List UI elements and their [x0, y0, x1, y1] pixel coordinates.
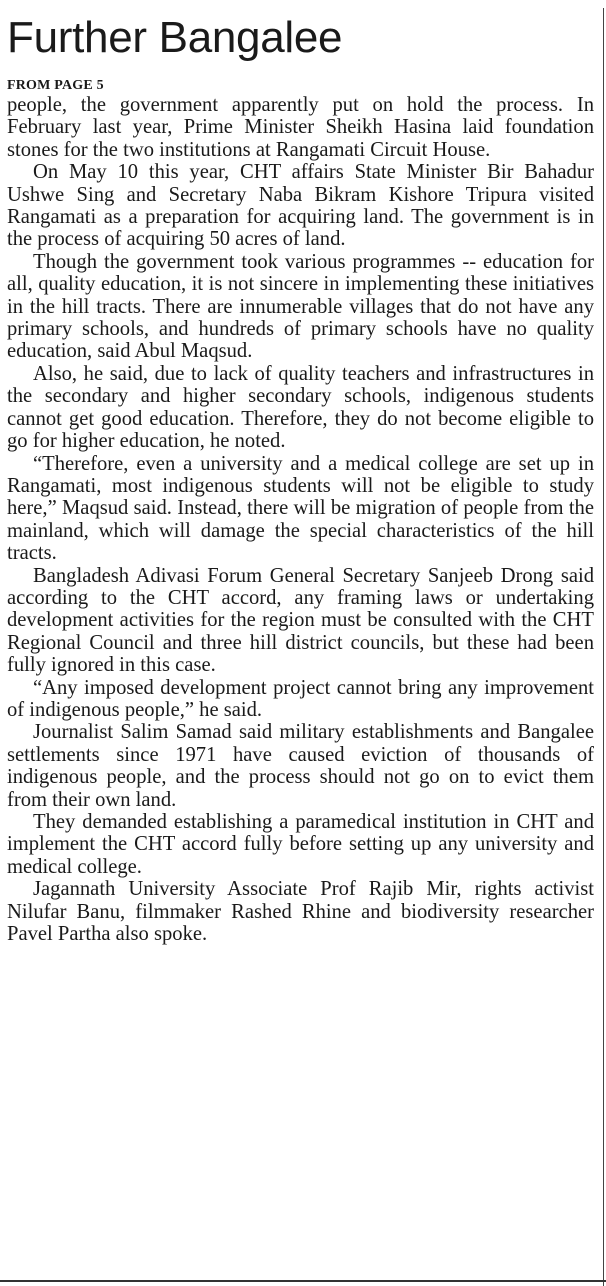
paragraph: On May 10 this year, CHT affairs State Minister Bir Bahadur Ushwe Sing and Secretary Naba Bikram Kishore Tripura visited Rangamati as a preparation for acquiring land. The government is in the process of acquiring 50 acres of land. — [7, 161, 594, 251]
column-rule — [603, 8, 604, 1286]
bottom-rule — [0, 1280, 606, 1282]
paragraph: “Therefore, even a university and a medical college are set up in Rangamati, most indigenous students will not be eligible to study here,” Maqsud said. Instead, there will be migration of people from the mainland, which will damage the special characteristics of the hill tracts. — [7, 452, 594, 565]
article-body — [7, 94, 594, 945]
paragraph: Also, he said, due to lack of quality teachers and infrastructures in the secondary and higher secondary schools, indigenous students cannot get good education. Therefore, they do not become eligible to go for higher education, he noted. — [7, 362, 594, 453]
paragraph: Though the government took various programmes -- education for all, quality education, it is not sincere in implementing these initiatives in the hill tracts. There are innumerable villages that do not have any primary schools, and hundreds of primary schools have no quality education, said Abul Maqsud. — [7, 250, 594, 363]
paragraph: Jagannath University Associate Prof Rajib Mir, rights activist Nilufar Banu, filmmaker Rashed Rhine and biodiversity researcher Pavel Partha also spoke. — [7, 878, 594, 946]
paragraph: Bangladesh Adivasi Forum General Secretary Sanjeeb Drong said according to the CHT accord, any framing laws or undertaking development activities for the region must be consulted with the CHT Regional Council and three hill district councils, but these had been fully ignored in this case. — [7, 564, 594, 677]
paragraph: They demanded establishing a paramedical institution in CHT and implement the CHT accord fully before setting up any university and medical college. — [7, 811, 594, 878]
headline: Further Bangalee — [7, 13, 343, 62]
paragraph: people, the government apparently put on hold the process. In February last year, Prime Minister Sheikh Hasina laid foundation stones for the two institutions at Rangamati Circuit House. — [7, 94, 594, 161]
paragraph: Journalist Salim Samad said military establishments and Bangalee settlements since 1971 have caused eviction of thousands of indigenous people, and the process should not go on to evict them from their own land. — [7, 721, 594, 811]
jump-line: FROM PAGE 5 — [7, 78, 104, 93]
paragraph: “Any imposed development project cannot bring any improvement of indigenous people,” he said. — [7, 676, 594, 721]
